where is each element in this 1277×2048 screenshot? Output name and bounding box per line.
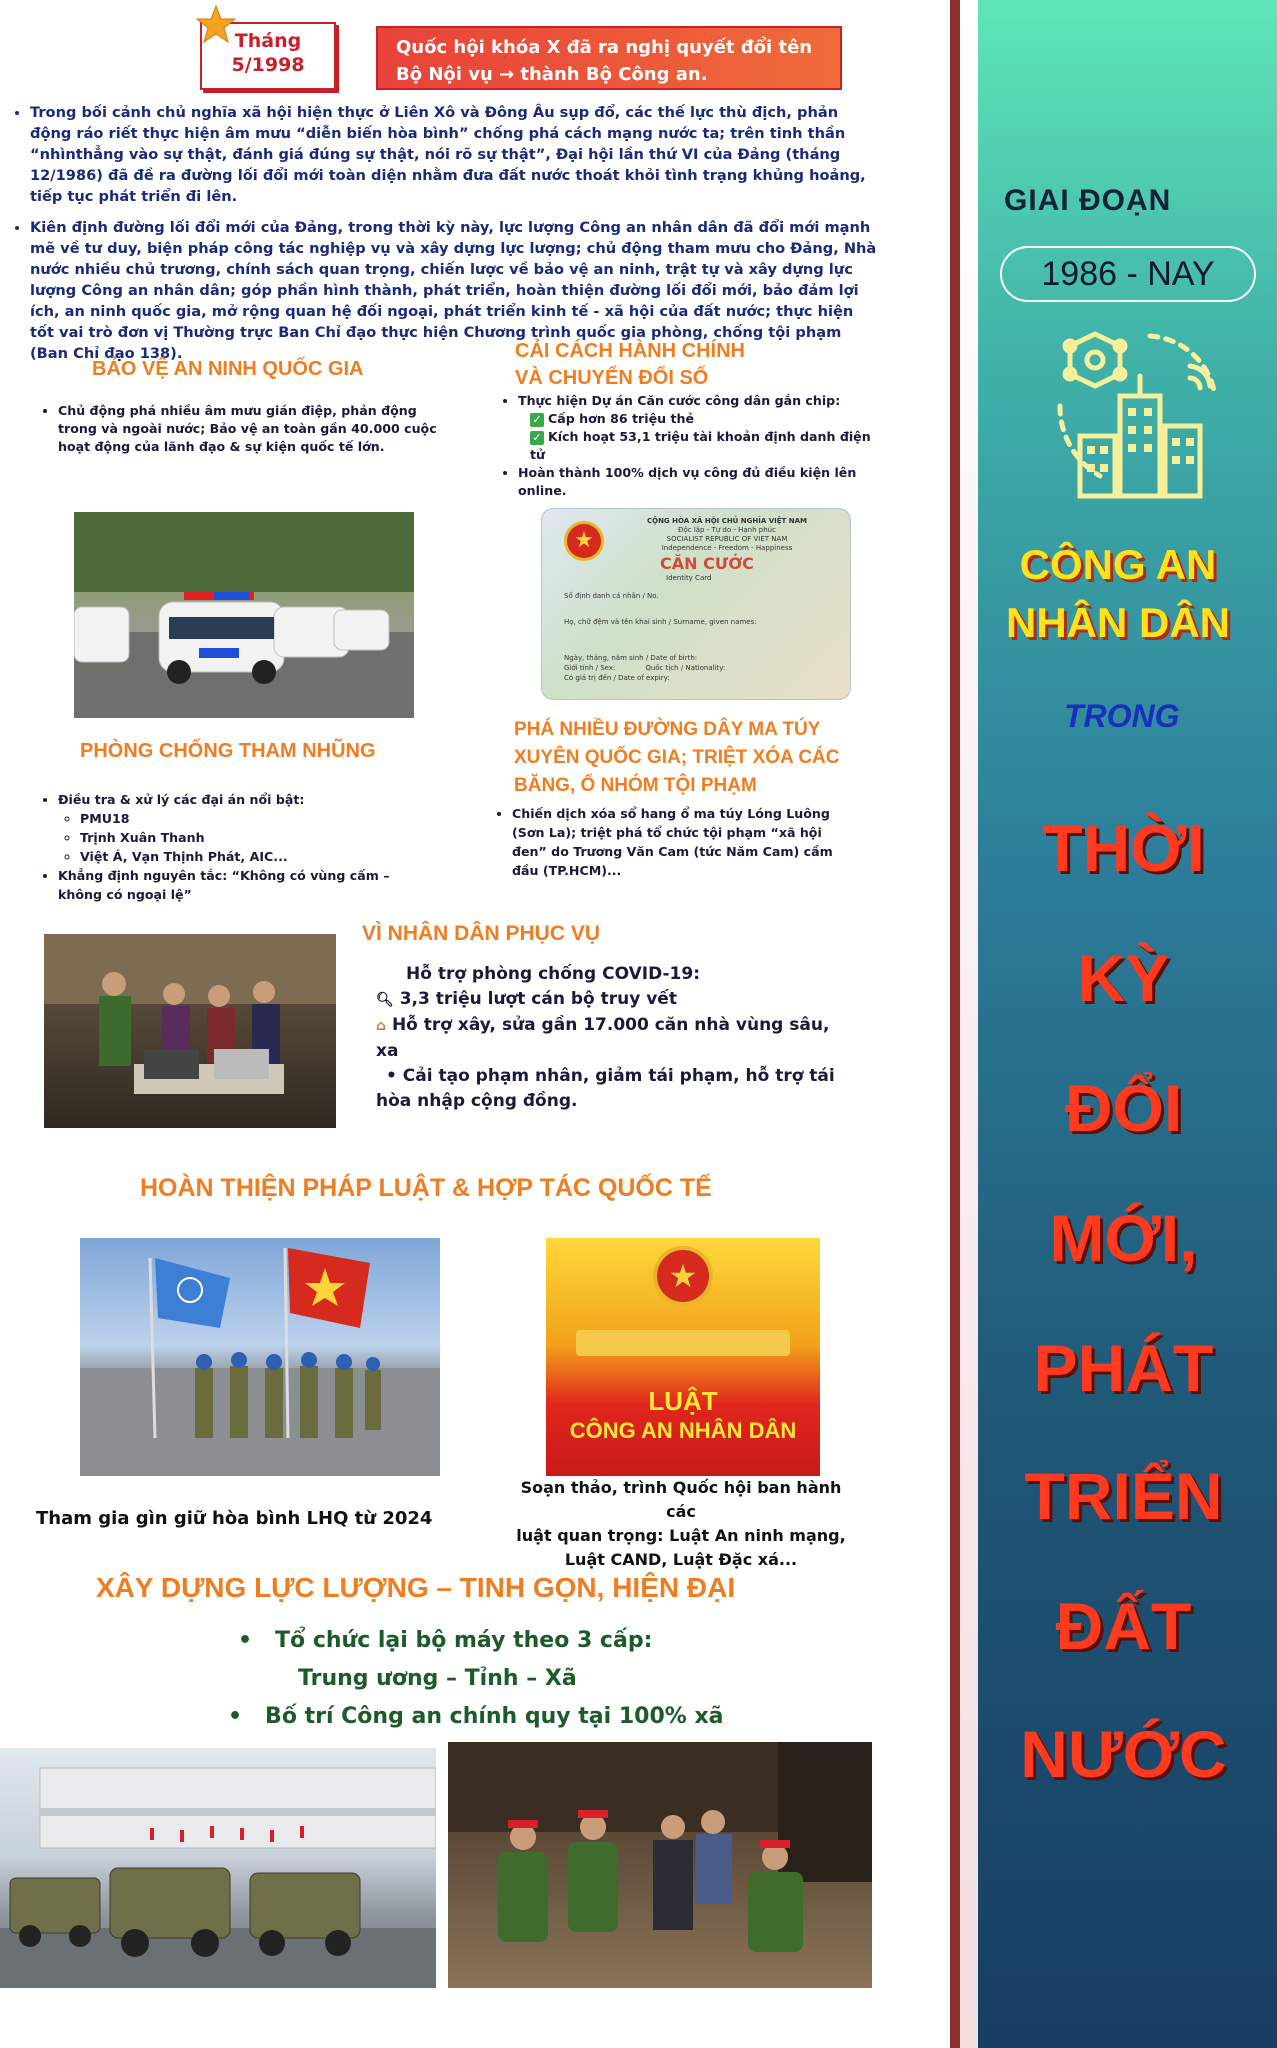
people-list [376, 962, 856, 1114]
reform-title [515, 338, 745, 392]
police-cars-photo [74, 512, 414, 718]
id-motto-en: Independence - Freedom - Happiness [661, 544, 793, 552]
peacekeeping-photo [80, 1238, 440, 1476]
id-card-image [541, 508, 851, 700]
anticorruption-title: PHÒNG CHỐNG THAM NHŨNG [80, 740, 376, 762]
intro-para-1: • Trong bối cảnh chủ nghĩa xã hội hiện thực ở Liên Xô và Đông Âu sụp đổ, các thế lực thù địch, phản động ráo riết thực hiện âm mưu “diễn biến hòa bình” chống phá cách mạng nước ta; trên tinh thần “nhìnthẳng vào sự thật, đánh giá đúng sự thật, nói rõ sự thật”, Đại hội lần thứ VI của Đảng (tháng 12/1986) đã đề ra đường lối đổi mới toàn diện nhằm đưa đất nước thoát khỏi tình trạng khủng hoảng, tiếp tục phát triển đi lên. [30, 102, 882, 207]
force-bullet-1: • Tổ chức lại bộ máy theo 3 cấp: [238, 1628, 653, 1653]
star-icon [196, 4, 236, 44]
armored-vehicles-photo [0, 1748, 436, 1988]
poster-line-1: LUẬT [648, 1386, 718, 1416]
anticorruption-bullet-2: • Khẳng định nguyên tắc: “Không có vùng cấm – không có ngoại lệ” [58, 866, 420, 904]
event-banner [376, 26, 842, 90]
headline-word-nuoc: NƯỚC [1020, 1717, 1227, 1791]
id-field-number: Số định danh cá nhân / No. [564, 592, 659, 600]
security-list [40, 402, 440, 456]
ribbon-shape [576, 1330, 790, 1356]
case-trinh-xuan-thanh: ◦ Trịnh Xuân Thanh [80, 828, 420, 847]
smart-city-icon [1040, 326, 1230, 506]
drugs-title [514, 716, 839, 800]
cand-title-1: CÔNG AN [1019, 541, 1217, 588]
magnifier-icon: 🔍︎ [376, 992, 394, 1008]
drugs-title-3: BĂNG, Ổ NHÓM TỘI PHẠM [514, 775, 757, 796]
id-title: CĂN CƯỚC [660, 554, 754, 573]
people-line-1: Hỗ trợ phòng chống COVID-19: [406, 964, 701, 984]
law-caption-left: Tham gia gìn giữ hòa bình LHQ từ 2024 [36, 1508, 433, 1529]
headline-word-moi: MỚI, [1049, 1201, 1198, 1275]
month-value: 5/1998 [231, 54, 305, 76]
cand-title [968, 536, 1268, 652]
law-caption-right [506, 1476, 856, 1572]
headline-word-phat: PHÁT [1033, 1331, 1214, 1405]
drugs-list [494, 804, 844, 880]
officers-village-photo [448, 1742, 872, 1988]
reform-title-2: VÀ CHUYỂN ĐỔI SỐ [515, 367, 709, 389]
reform-title-1: CẢI CÁCH HÀNH CHÍNH [515, 340, 745, 362]
stage-label: GIAI ĐOẠN [1004, 184, 1172, 217]
id-field-name: Họ, chữ đệm và tên khai sinh / Surname, given names: [564, 618, 757, 626]
force-bullet-1b: Trung ương – Tỉnh – Xã [298, 1666, 577, 1691]
reform-bullet-2: • Hoàn thành 100% dịch vụ công đủ điều kiện lên online. [518, 464, 880, 500]
check-icon: ✓ [530, 413, 544, 427]
case-viet-a: ◦ Việt Á, Vạn Thịnh Phát, AIC... [80, 847, 420, 866]
id-field-expiry: Có giá trị đến / Date of expiry: [564, 674, 670, 682]
reform-bullet-1: • Thực hiện Dự án Căn cước công dân gắn chip: [518, 392, 880, 410]
law-caption-right-1: Soạn thảo, trình Quốc hội ban hành các [520, 1478, 842, 1521]
people-line-2: 🔍︎ 3,3 triệu lượt cán bộ truy vết [376, 989, 677, 1009]
force-title: XÂY DỰNG LỰC LƯỢNG – TINH GỌN, HIỆN ĐẠI [96, 1572, 736, 1603]
id-country: CỘNG HÒA XÃ HỘI CHỦ NGHĨA VIỆT NAM [646, 517, 807, 525]
id-field-dob: Ngày, tháng, năm sinh / Date of birth: [564, 654, 698, 662]
law-caption-right-3: Luật CAND, Luật Đặc xá... [564, 1550, 798, 1569]
id-title-en: Identity Card [666, 574, 712, 582]
reform-check-2: ✓ Kích hoạt 53,1 triệu tài khoản định danh điện tử [530, 429, 871, 462]
anticorruption-bullet-1: • Điều tra & xử lý các đại án nổi bật: [58, 790, 420, 809]
force-bullet-2: • Bố trí Công an chính quy tại 100% xã [228, 1704, 724, 1729]
intro-block [12, 102, 882, 364]
id-motto: Độc lập - Tự do - Hạnh phúc [678, 526, 776, 534]
law-caption-right-2: luật quan trọng: Luật An ninh mạng, [516, 1526, 846, 1545]
people-line-4: • Cải tạo phạm nhân, giảm tái phạm, hỗ trợ tái hòa nhập cộng đồng. [376, 1066, 835, 1111]
security-title: BẢO VỆ AN NINH QUỐC GIA [92, 358, 364, 380]
years-pill [1000, 246, 1256, 302]
trong-label: TRONG [1064, 698, 1180, 734]
headline-word-dat: ĐẤT [1055, 1589, 1192, 1663]
drugs-title-2: XUYÊN QUỐC GIA; TRIỆT XÓA CÁC [514, 747, 840, 768]
intro-para-2: • Kiên định đường lối đổi mới của Đảng, trong thời kỳ này, lực lượng Công an nhân dân đã đổi mới mạnh mẽ về tư duy, biện pháp công tác nghiệp vụ và xây dựng lực lượng; chủ động tham mưu cho Đảng, Nhà nước nhiều chủ trương, chính sách quan trọng, chiến lược về bảo vệ an ninh, trật tự và xây dựng lực lượng Công an nhân dân; góp phần hình thành, phát triển, hoàn thiện đường lối đổi mới, bảo đảm lợi ích, an ninh quốc gia, mở rộng quan hệ đối ngoại, phát triển kinh tế - xã hội của đất nước; thực hiện tốt vai trò đơn vị Thường trực Ban Chỉ đạo thực hiện Chương trình quốc gia phòng, chống tội phạm (Ban Chỉ đạo 138). [30, 217, 882, 364]
national-emblem-icon: ★ [564, 521, 604, 561]
community-photo [44, 934, 336, 1128]
reform-check-1: ✓ Cấp hơn 86 triệu thẻ [500, 410, 880, 428]
people-line-3: ⌂ Hỗ trợ xây, sửa gần 17.000 căn nhà vùng sâu, xa [376, 1015, 830, 1061]
law-title: HOÀN THIỆN PHÁP LUẬT & HỢP TÁC QUỐC TẾ [140, 1174, 712, 1202]
headline-word-doi: ĐỔI [1064, 1071, 1183, 1145]
law-poster [546, 1238, 820, 1476]
headline-word-ky: KỲ [1077, 941, 1170, 1015]
case-pmu18: ◦ PMU18 [80, 809, 420, 828]
people-title: VÌ NHÂN DÂN PHỤC VỤ [362, 922, 601, 945]
reform-list [500, 392, 880, 500]
force-list [220, 1622, 780, 1736]
id-country-en: SOCIALIST REPUBLIC OF VIET NAM [666, 535, 788, 543]
event-text-1: Quốc hội khóa X đã ra nghị quyết đổi tên [396, 37, 813, 58]
security-bullet: • Chủ động phá nhiều âm mưu gián điệp, phản động trong và ngoài nước; Bảo vệ an toàn gần 40.000 cuộc hoạt động của lãnh đạo & sự kiện quốc tế lớn. [58, 402, 440, 456]
cand-title-2: NHÂN DÂN [1006, 599, 1230, 646]
event-text-2: Bộ Nội vụ → thành Bộ Công an. [396, 64, 708, 85]
drugs-title-1: PHÁ NHIỀU ĐƯỜNG DÂY MA TÚY [514, 719, 821, 740]
years-text: 1986 - NAY [1041, 255, 1215, 293]
poster-line-2: CÔNG AN NHÂN DÂN [569, 1418, 797, 1443]
headline-word-thoi: THỜI [1042, 811, 1205, 885]
id-field-sex: Giới tính / Sex: Quốc tịch / Nationality: [564, 664, 726, 672]
headline-word-trien: TRIỂN [1024, 1459, 1223, 1533]
house-icon: ⌂ [376, 1018, 387, 1034]
drugs-bullet: • Chiến dịch xóa sổ hang ổ ma túy Lóng Luông (Sơn La); triệt phá tổ chức tội phạm “xã hội đen” do Trương Văn Cam (tức Năm Cam) cầm đầu (TP.HCM)... [512, 804, 844, 880]
check-icon: ✓ [530, 431, 544, 445]
national-emblem-icon: ★ [653, 1246, 713, 1306]
month-label: Tháng [234, 30, 302, 52]
anticorruption-list [40, 790, 420, 904]
